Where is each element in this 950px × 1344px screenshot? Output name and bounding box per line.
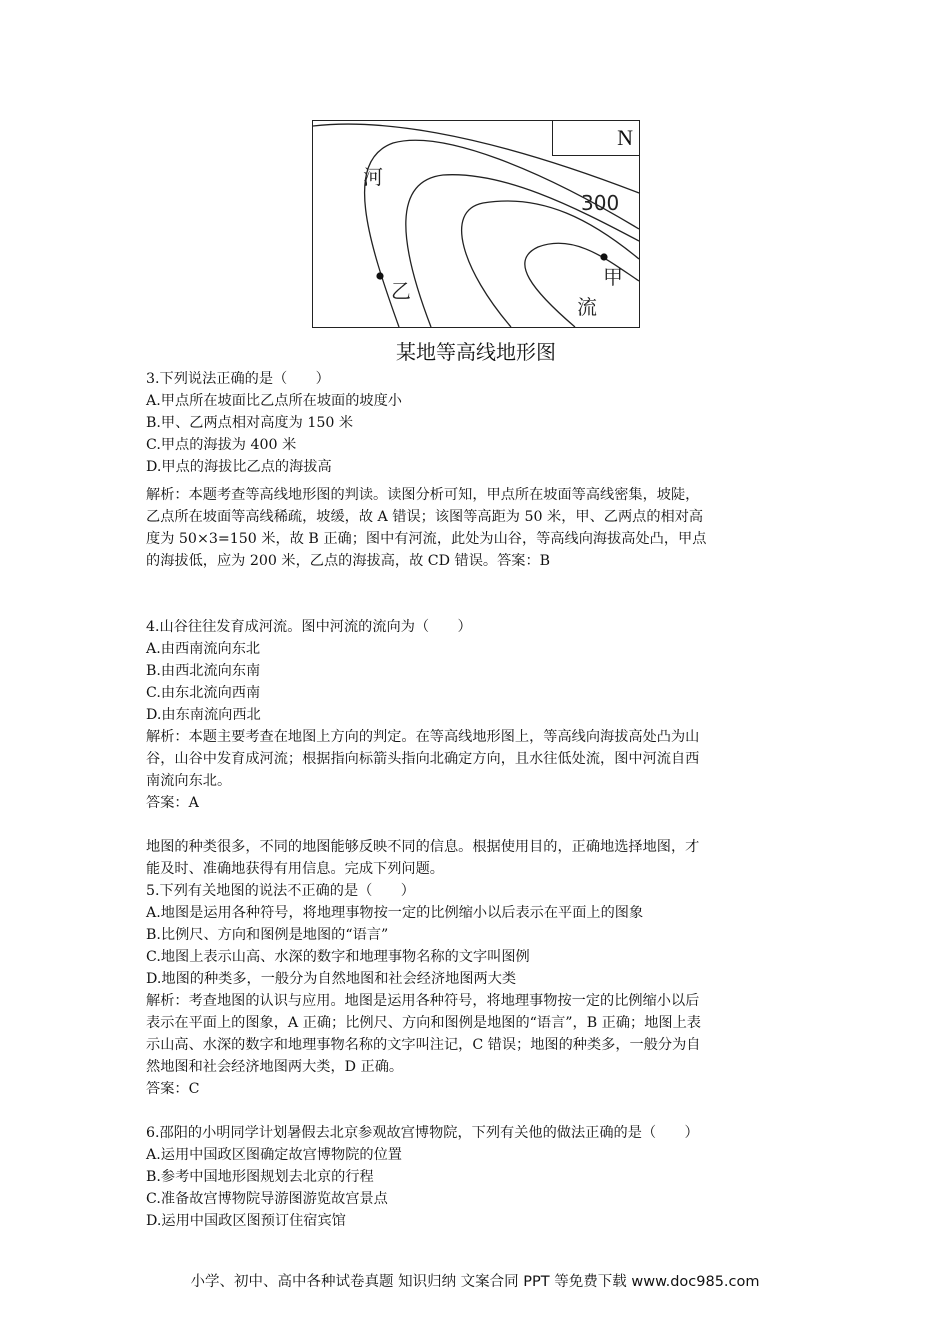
q6-option-b: B.参考中国地形图规划去北京的行程 [146, 1169, 374, 1185]
q3-question: 3.下列说法正确的是（ ） [146, 371, 330, 387]
q5-analysis-line: 然地图和社会经济地图两大类，D 正确。 [146, 1059, 404, 1075]
q3-option-c: C.甲点的海拔为 400 米 [146, 437, 297, 453]
q4-answer: 答案：A [146, 795, 199, 811]
q5-option-b: B.比例尺、方向和图例是地图的“语言” [146, 927, 389, 943]
q6-option-a: A.运用中国政区图确定故宫博物院的位置 [146, 1147, 402, 1163]
river-label-he: 河 [363, 165, 383, 189]
q4-analysis-line: 解析：本题主要考查在地图上方向的判定。在等高线地形图上，等高线向海拔高处凸为山 [146, 729, 700, 745]
q4-option-b: B.由西北流向东南 [146, 663, 261, 679]
q4-option-d: D.由东南流向西北 [146, 707, 261, 723]
q6-question: 6.邵阳的小明同学计划暑假去北京参观故宫博物院，下列有关他的做法正确的是（ ） [146, 1125, 699, 1141]
q5-analysis-line: 解析：考查地图的认识与应用。地图是运用各种符号，将地理事物按一定的比例缩小以后 [146, 993, 700, 1009]
q3-analysis-line: 乙点所在坡面等高线稀疏，坡缓，故 A 错误；该图等高距为 50 米，甲、乙两点的相对高 [146, 509, 704, 525]
contour-label-300: 300 [581, 191, 620, 215]
point-jia-marker [600, 253, 607, 260]
point-yi-marker [376, 272, 383, 279]
point-yi-label: 乙 [391, 279, 411, 303]
q3-option-a: A.甲点所在坡面比乙点所在坡面的坡度小 [146, 393, 402, 409]
q5-question: 5.下列有关地图的说法不正确的是（ ） [146, 883, 415, 899]
contour-map [312, 120, 640, 328]
north-label: N [617, 125, 633, 150]
q3-analysis-line: 解析：本题考查等高线地形图的判读。读图分析可知，甲点所在坡面等高线密集，坡陡， [146, 487, 700, 503]
page-footer: 小学、初中、高中各种试卷真题 知识归纳 文案合同 PPT 等免费下载 www.doc985.com [190, 1274, 760, 1290]
q4-analysis-line: 南流向东北。 [146, 773, 232, 789]
river-label-liu: 流 [577, 295, 597, 319]
q3-analysis-line: 的海拔低，应为 200 米，乙点的海拔高，故 CD 错误。答案：B [146, 553, 551, 569]
q4-question: 4.山谷往往发育成河流。图中河流的流向为（ ） [146, 619, 472, 635]
q5-option-a: A.地图是运用各种符号，将地理事物按一定的比例缩小以后表示在平面上的图象 [146, 905, 644, 921]
contour-map-figure [312, 120, 640, 364]
q5-option-d: D.地图的种类多，一般分为自然地图和社会经济地图两大类 [146, 971, 517, 987]
q5-analysis-line: 表示在平面上的图象，A 正确；比例尺、方向和图例是地图的“语言”，B 正确；地图上表 [146, 1015, 701, 1031]
q3-analysis-line: 度为 50×3=150 米，故 B 正确；图中有河流，此处为山谷，等高线向海拔高处凸，甲点 [146, 531, 707, 547]
point-jia-label: 甲 [603, 265, 623, 289]
figure-caption: 某地等高线地形图 [396, 340, 556, 364]
q6-option-c: C.准备故宫博物院导游图游览故宫景点 [146, 1191, 388, 1207]
q3-option-d: D.甲点的海拔比乙点的海拔高 [146, 459, 332, 475]
q5-analysis-line: 示山高、水深的数字和地理事物名称的文字叫注记，C 错误；地图的种类多，一般分为自 [146, 1037, 701, 1053]
q5-answer: 答案：C [146, 1081, 200, 1097]
q4-option-a: A.由西南流向东北 [146, 641, 261, 657]
q4-option-c: C.由东北流向西南 [146, 685, 261, 701]
intro-line: 能及时、准确地获得有用信息。完成下列问题。 [146, 861, 444, 877]
intro-line: 地图的种类很多，不同的地图能够反映不同的信息。根据使用目的，正确地选择地图，才 [146, 839, 700, 855]
q4-analysis-line: 谷，山谷中发育成河流；根据指向标箭头指向北确定方向，且水往低处流，图中河流自西 [146, 751, 700, 767]
q3-option-b: B.甲、乙两点相对高度为 150 米 [146, 415, 354, 431]
q6-option-d: D.运用中国政区图预订住宿宾馆 [146, 1213, 346, 1229]
document-body [146, 368, 826, 1232]
compass-box [552, 121, 639, 156]
q5-option-c: C.地图上表示山高、水深的数字和地理事物名称的文字叫图例 [146, 949, 530, 965]
